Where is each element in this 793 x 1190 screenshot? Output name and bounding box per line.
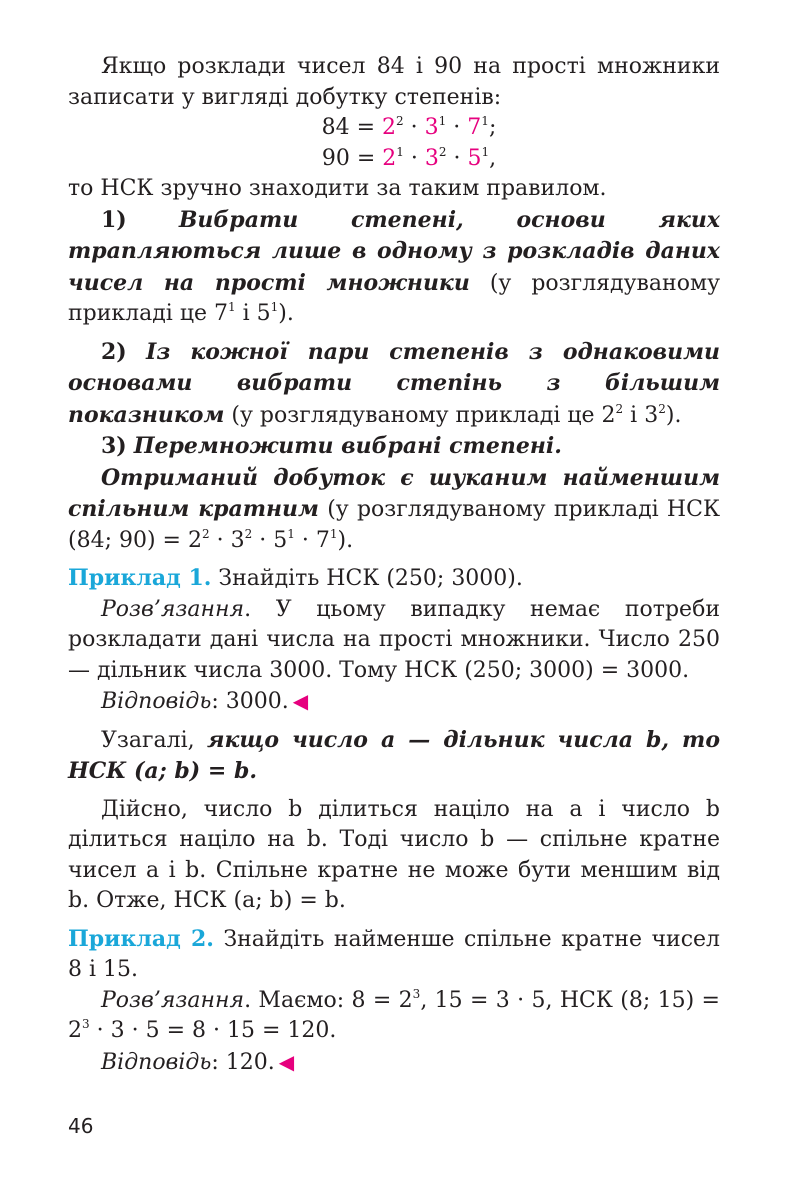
eq-lhs: 84 = [321, 115, 383, 140]
base: 5 [467, 145, 482, 171]
intro-after: то НСК зручно знаходити за таким правилом. [68, 176, 607, 201]
base: 7 [467, 115, 482, 140]
exponent: 2 [201, 526, 210, 541]
exponent: 3 [412, 986, 421, 1001]
answer-label: Відповідь [101, 1049, 212, 1075]
result-example: · 5 [252, 527, 288, 553]
eq-end: ; [488, 115, 497, 140]
result-example: · 7 [294, 527, 330, 553]
rule-example: ). [278, 301, 294, 326]
example-label: Приклад 2. [68, 925, 214, 952]
answer-text: : 120. [211, 1049, 275, 1075]
textbook-page [68, 52, 720, 1078]
result-text: Отриманий добуток є шуканим найменшим спільним кратним [68, 464, 720, 522]
general-lead: Узагалі, [101, 727, 208, 753]
rule-1 [68, 205, 720, 330]
rule-example: і 5 [235, 301, 271, 326]
base: 2 [382, 115, 397, 140]
answer-label: Відповідь [101, 689, 212, 714]
rule-2 [68, 337, 720, 432]
rule-example: (у розглядуваному прикладі це 2 [231, 402, 616, 428]
rule-number: 1) [101, 206, 127, 233]
rule-example: і 3 [623, 402, 659, 428]
solution-text: . У цьому випадку немає потреби розкладати дані числа на прості множники. Число 250 — дільник числа 3000. Тому НСК (250; 3000) = 3000. [68, 596, 720, 683]
example-2-solution [68, 986, 720, 1047]
result-example: · 3 [209, 527, 245, 553]
solution-label: Розв’язання [101, 596, 245, 622]
exponent: 2 [658, 401, 666, 416]
rule-result [68, 463, 720, 557]
rule-example: ). [665, 402, 682, 428]
rule-example: (у розглядуваному прикладі це 7 [68, 270, 721, 326]
general-statement [68, 725, 720, 788]
intro-paragraph: Якщо розклади чисел 84 і 90 на прості множники записати у вигляді добутку степенів: [68, 54, 720, 110]
eq-end: , [489, 145, 497, 171]
exponent: 1 [396, 144, 404, 159]
solution-text: . Маємо: 8 = 2 [244, 987, 413, 1013]
rule-3 [68, 431, 720, 463]
exponent: 1 [481, 114, 489, 128]
exponent: 1 [287, 526, 295, 541]
exponent: 2 [615, 401, 624, 416]
exponent: 2 [244, 526, 253, 541]
base: 2 [382, 145, 397, 171]
example-1-answer [68, 686, 720, 718]
rule-text: Перемножити вибрані степені. [133, 433, 562, 459]
example-2-answer [68, 1047, 720, 1079]
answer-text: : 3000. [211, 689, 289, 714]
exponent: 2 [396, 114, 404, 128]
end-marker-icon: ◀ [292, 689, 309, 713]
base: 3 [424, 115, 439, 140]
solution-text: , 15 = 3 · 5, НСК (8; 15) = 2 [68, 987, 720, 1043]
example-label: Приклад 1. [68, 565, 212, 591]
rule-text: Із кожної пари степенів з однаковими основами вибрати степінь з більшим показником [68, 338, 720, 428]
end-marker-icon: ◀ [278, 1049, 295, 1074]
result-example: ). [337, 527, 354, 553]
exponent: 1 [481, 144, 490, 159]
solution-label: Розв’язання [101, 987, 245, 1013]
page-number: 46 [68, 1114, 94, 1138]
base: 3 [424, 145, 439, 171]
equation-84: $84 = 2^2 \cdot 3^1 \cdot 7^1$; [321, 114, 497, 140]
example-1-solution [68, 595, 720, 687]
solution-text: · 3 · 5 = 8 · 15 = 120. [89, 1018, 337, 1043]
exponent: 1 [227, 300, 236, 314]
rule-number: 2) [101, 338, 127, 365]
exponent: 1 [438, 114, 447, 128]
general-bold: якщо число a — дільник числа b, то НСК (a; b) = b. [68, 726, 720, 784]
proof-paragraph: Дійсно, число b ділиться націло на a і число b ділиться націло на b. Тоді число b — спільне кратне чисел a і b. Спільне кратне не може бути меншим від b. Отже, НСК (a; b) = b. [68, 796, 720, 913]
exponent: 3 [82, 1017, 90, 1031]
exponent: 2 [438, 144, 447, 159]
example-task: Знайдіть найменше спільне кратне чисел 8 і 15. [68, 926, 721, 982]
rule-text: Вибрати степені, основи яких трапляються лише в одному з розкладів даних чисел на прості множники [68, 206, 720, 296]
rule-number: 3) [101, 433, 127, 459]
exponent: 1 [270, 300, 279, 314]
result-example: (у розглядуваному прикладі НСК (84; 90) = 2 [68, 497, 720, 553]
exponent: 1 [329, 526, 338, 541]
equation-90: $90 = 2^1 \cdot 3^2 \cdot 5^1$, [321, 144, 497, 171]
example-2-task [68, 924, 720, 986]
example-1-task [68, 563, 720, 595]
eq-lhs: 90 = [321, 145, 383, 171]
example-task: Знайдіть НСК (250; 3000). [218, 566, 523, 591]
